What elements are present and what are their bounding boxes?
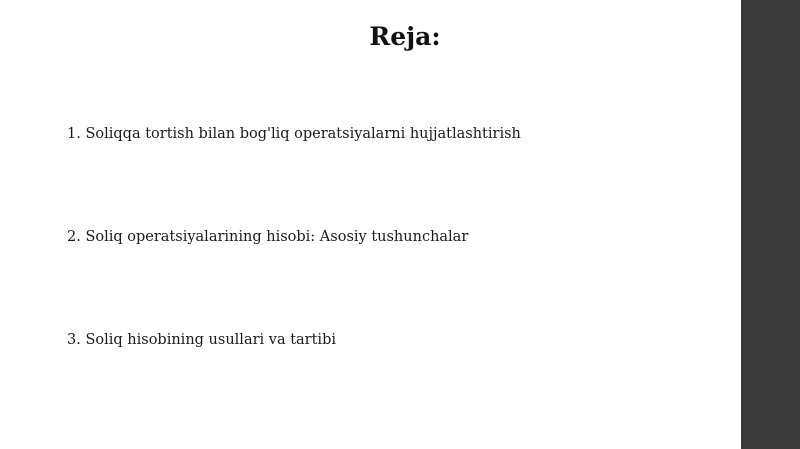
dark-side-panel [741,0,800,449]
plan-item-1: 1. Soliqqa tortish bilan bog'liq operatsiyalarni hujjatlashtirish [67,126,521,142]
slide-title: Reja: [369,22,441,51]
plan-item-2: 2. Soliq operatsiyalarining hisobi: Asosiy tushunchalar [67,229,469,245]
plan-item-3: 3. Soliq hisobining usullari va tartibi [67,332,336,348]
